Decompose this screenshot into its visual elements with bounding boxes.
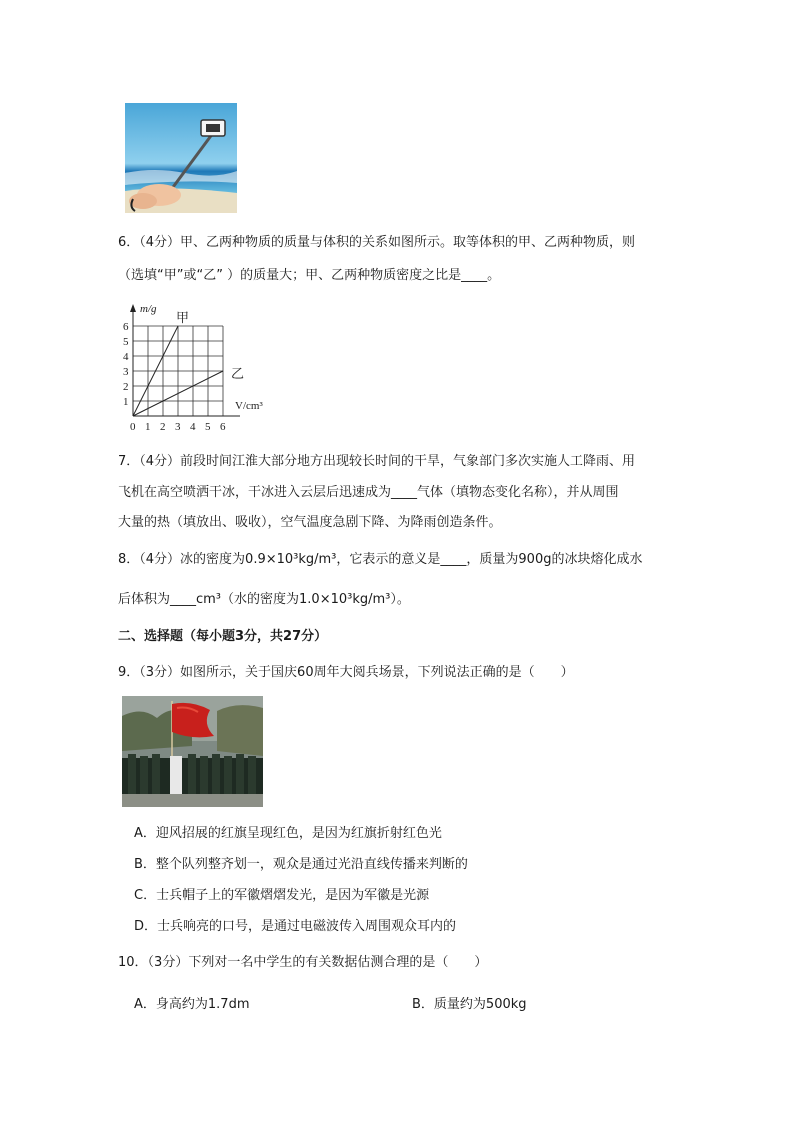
y-tick-label: 4 xyxy=(123,351,129,363)
q8-line2: 后体积为____cm³（水的密度为1.0×10³kg/m³）。 xyxy=(118,592,410,607)
series-label-yi: 乙 xyxy=(231,367,245,382)
military-parade-photo xyxy=(122,696,263,807)
x-tick-label: 2 xyxy=(160,421,166,433)
q9-stem: 9．（3分）如图所示，关于国庆60周年大阅兵场景，下列说法正确的是（ ） xyxy=(118,665,574,680)
q9-option-c[interactable]: C．士兵帽子上的军徽熠熠发光，是因为军徽是光源 xyxy=(134,888,430,903)
x-tick-label: 0 xyxy=(130,421,136,433)
x-tick-label: 3 xyxy=(175,421,181,433)
y-tick-label: 1 xyxy=(123,396,129,408)
y-tick-label: 2 xyxy=(123,381,129,393)
x-axis-label: V/cm³ xyxy=(235,400,263,412)
q7-line1: 7．（4分）前段时间江淮大部分地方出现较长时间的干旱，气象部门多次实施人工降雨、用 xyxy=(118,454,636,469)
q6-line1: 6．（4分）甲、乙两种物质的质量与体积的关系如图所示。取等体积的甲、乙两种物质，则 xyxy=(118,235,636,250)
x-tick-label: 4 xyxy=(190,421,196,433)
q10-option-a[interactable]: A．身高约为1.7dm xyxy=(134,997,250,1012)
y-tick-label: 5 xyxy=(123,336,129,348)
q8-line1: 8．（4分）冰的密度为0.9×10³kg/m³，它表示的意义是____，质量为900g的冰块熔化成水 xyxy=(118,552,643,567)
y-tick-label: 6 xyxy=(123,321,129,333)
y-tick-label: 3 xyxy=(123,366,129,378)
x-tick-label: 1 xyxy=(145,421,151,433)
q9-option-b[interactable]: B．整个队列整齐划一，观众是通过光沿直线传播来判断的 xyxy=(134,857,468,872)
mass-volume-graph xyxy=(115,298,275,436)
q9-option-a[interactable]: A．迎风招展的红旗呈现红色，是因为红旗折射红色光 xyxy=(134,826,442,841)
x-tick-label: 5 xyxy=(205,421,211,433)
q7-line2: 飞机在高空喷洒干冰，干冰进入云层后迅速成为____气体（填物态变化名称），并从周围 xyxy=(118,485,619,500)
y-axis-arrow xyxy=(130,304,136,312)
y-axis-label: m/g xyxy=(140,303,157,315)
selfie-stick-photo xyxy=(125,103,237,213)
q10-stem: 10．（3分）下列对一名中学生的有关数据估测合理的是（ ） xyxy=(118,955,488,970)
q6-line2: （选填“甲”或“乙” ）的质量大；甲、乙两种物质密度之比是____。 xyxy=(118,268,501,283)
section-heading: 二、选择题（每小题3分，共27分） xyxy=(118,629,328,644)
q7-line3: 大量的热（填放出、吸收），空气温度急剧下降、为降雨创造条件。 xyxy=(118,515,502,530)
graph-grid xyxy=(133,326,223,416)
q9-option-d[interactable]: D．士兵响亮的口号，是通过电磁波传入周围观众耳内的 xyxy=(134,919,457,934)
q10-option-b[interactable]: B．质量约为500kg xyxy=(412,997,527,1012)
x-tick-label: 6 xyxy=(220,421,226,433)
series-label-jia: 甲 xyxy=(176,311,190,326)
